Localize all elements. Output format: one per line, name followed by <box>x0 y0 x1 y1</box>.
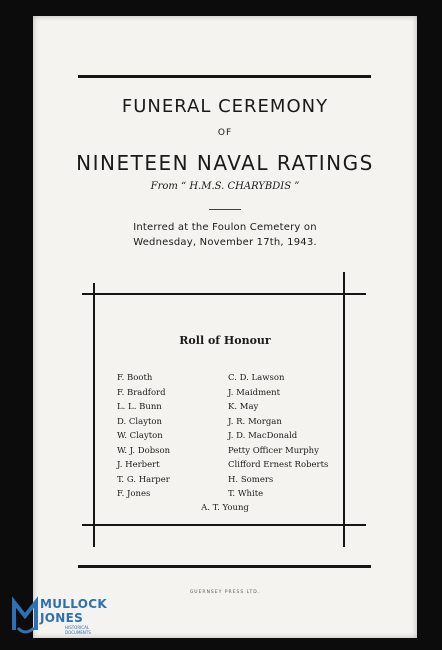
names-right-column <box>228 371 328 502</box>
list-item: Petty Officer Murphy <box>228 445 319 456</box>
frame-bottom <box>82 524 366 526</box>
list-item: J. Herbert <box>117 460 160 470</box>
frame-top <box>82 293 366 295</box>
list-item: T. G. Harper <box>117 474 170 485</box>
list-item: F. Jones <box>117 489 151 499</box>
list-item: J. D. MacDonald <box>228 431 298 441</box>
list-item: W. Clayton <box>117 431 163 441</box>
list-item: L. L. Bunn <box>117 402 162 412</box>
list-item: H. Somers <box>228 474 274 485</box>
ship-name: From “ H.M.S. CHARYBDIS ” <box>150 181 300 192</box>
programme-page <box>33 16 417 638</box>
short-divider <box>209 209 241 210</box>
list-item: C. D. Lawson <box>228 373 285 383</box>
roll-of-honour-heading: Roll of Honour <box>179 334 271 347</box>
names-left-column <box>117 371 170 502</box>
watermark-subtitle: HISTORICAL DOCUMENTS <box>65 625 91 635</box>
interment-line-1: Interred at the Foulon Cemetery on <box>133 222 317 233</box>
list-item: T. White <box>228 489 264 499</box>
list-item-last: A. T. Young <box>201 503 249 513</box>
watermark-logo-icon <box>10 594 40 634</box>
auction-watermark <box>10 590 106 640</box>
watermark-line-2: JONES <box>40 611 84 625</box>
list-item: F. Booth <box>117 373 153 383</box>
list-item: F. Bradford <box>117 387 166 398</box>
bottom-rule <box>78 565 371 568</box>
watermark-line-1: MULLOCK <box>40 597 107 611</box>
list-item: D. Clayton <box>117 416 163 427</box>
interment-details <box>33 220 417 250</box>
list-item: Clifford Ernest Roberts <box>228 460 329 470</box>
list-item: J. R. Morgan <box>228 416 282 427</box>
list-item: W. J. Dobson <box>117 445 171 456</box>
title-of: OF <box>217 128 233 138</box>
top-rule <box>78 75 371 78</box>
list-item: J. Maidment <box>228 387 281 398</box>
list-item: K. May <box>228 402 259 412</box>
title-funeral-ceremony: FUNERAL CEREMONY <box>121 96 329 117</box>
interment-line-2: Wednesday, November 17th, 1943. <box>133 237 317 248</box>
printer-imprint: GUERNSEY PRESS LTD. <box>189 590 261 595</box>
title-naval-ratings: NINETEEN NAVAL RATINGS <box>76 151 374 175</box>
